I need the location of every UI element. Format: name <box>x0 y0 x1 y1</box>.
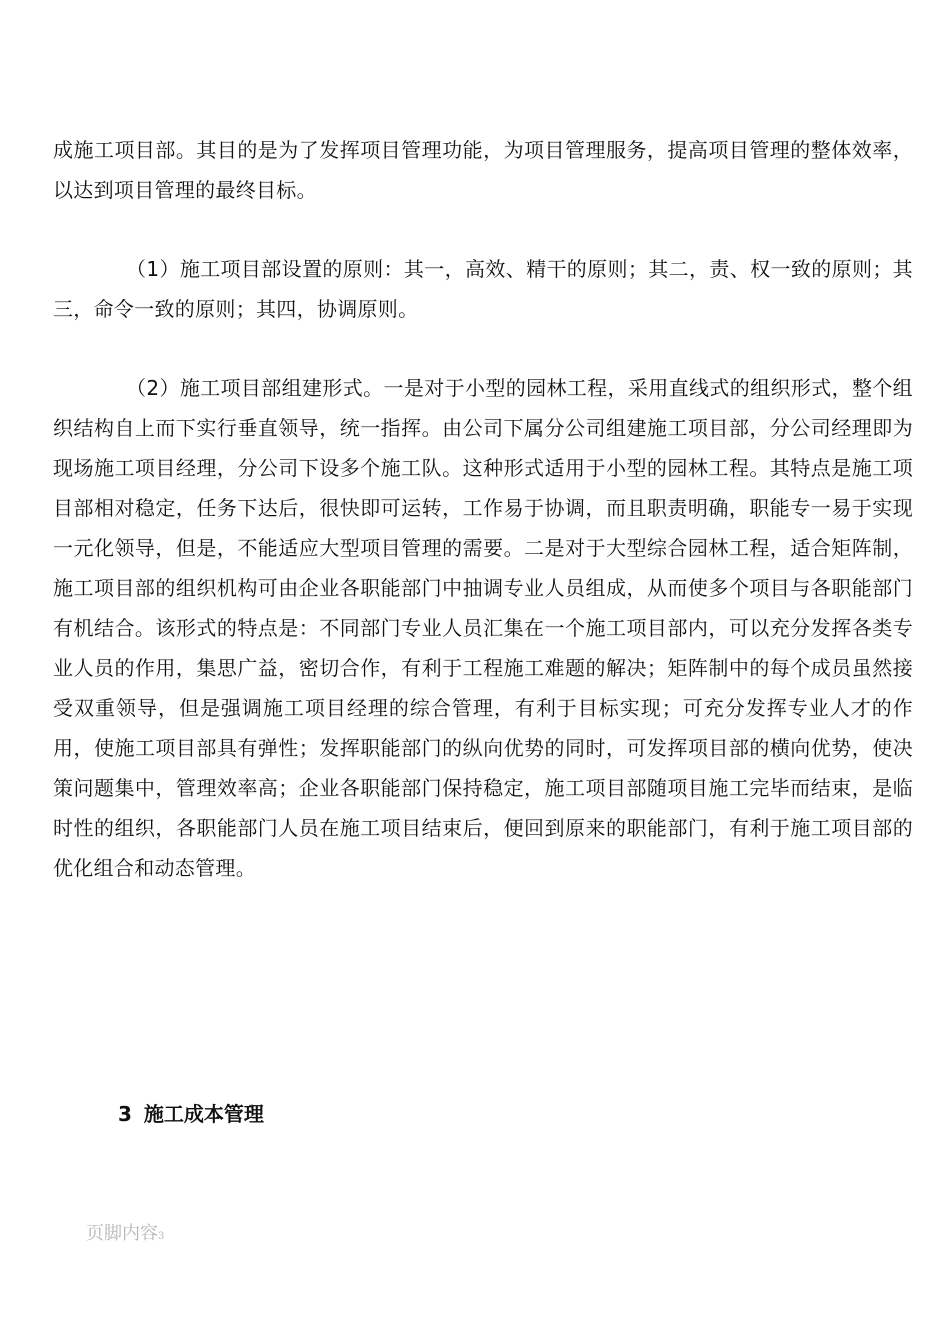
paragraph-principles: （1）施工项目部设置的原则：其一，高效、精干的原则；其二，责、权一致的原则；其三，命令一致的原则；其四，协调原则。 <box>53 257 913 321</box>
section-heading <box>118 1094 264 1134</box>
footer-page-number: 3 <box>158 1231 165 1242</box>
section-number: 3 <box>118 1102 132 1126</box>
page-footer <box>86 1220 164 1251</box>
paragraph-organization-forms: （2）施工项目部组建形式。一是对于小型的园林工程，采用直线式的组织形式，整个组织结构自上而下实行垂直领导，统一指挥。由公司下属分公司组建施工项目部，分公司经理即为现场施工项目经理，分公司下设多个施工队。这种形式适用于小型的园林工程。其特点是施工项目部相对稳定，任务下达后，很快即可运转，工作易于协调，而且职责明确，职能专一易于实现一元化领导，但是，不能适应大型项目管理的需要。二是对于大型综合园林工程，适合矩阵制，施工项目部的组织机构可由企业各职能部门中抽调专业人员组成，从而使多个项目与各职能部门有机结合。该形式的特点是：不同部门专业人员汇集在一个施工项目部内，可以充分发挥各类专业人员的作用，集思广益，密切合作，有利于工程施工难题的解决；矩阵制中的每个成员虽然接受双重领导，但是强调施工项目经理的综合管理，有利于目标实现；可充分发挥专业人才的作用，使施工项目部具有弹性；发挥职能部门的纵向优势的同时，可发挥项目部的横向优势，使决策问题集中，管理效率高；企业各职能部门保持稳定，施工项目部随项目施工完毕而结束，是临时性的组织，各职能部门人员在施工项目结束后，便回到原来的职能部门，有利于施工项目部的优化组合和动态管理。 <box>53 376 913 880</box>
paragraph-purpose: 成施工项目部。其目的是为了发挥项目管理功能，为项目管理服务，提高项目管理的整体效率，以达到项目管理的最终目标。 <box>53 138 913 202</box>
footer-text: 页脚内容 <box>86 1223 158 1244</box>
section-title: 施工成本管理 <box>143 1102 264 1126</box>
